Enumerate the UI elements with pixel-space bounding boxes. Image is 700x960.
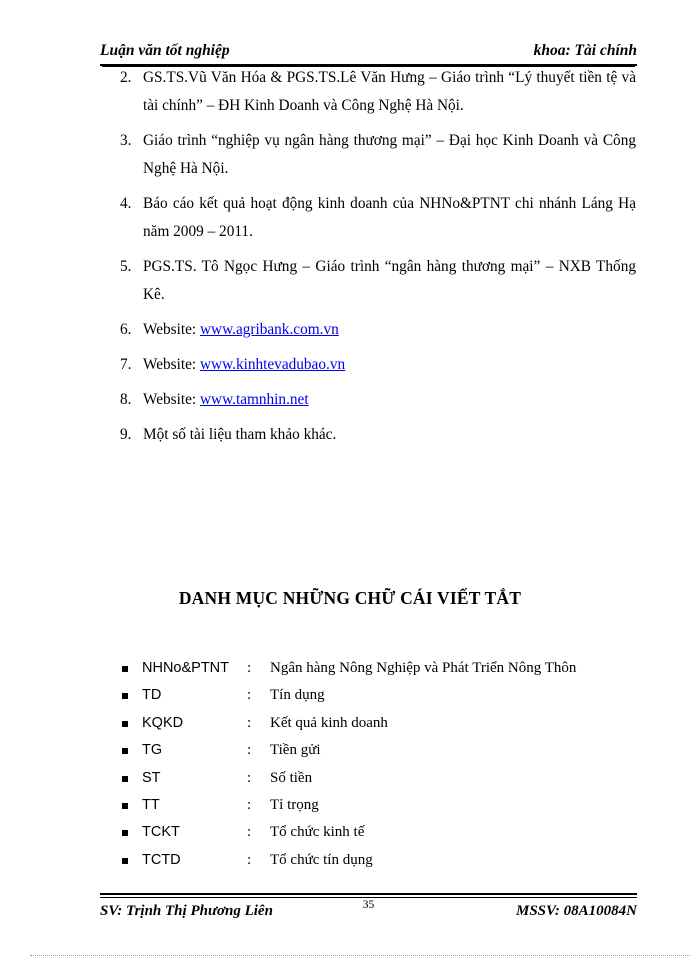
reference-item [116,421,636,449]
footer-student-name: SV: Trịnh Thị Phương Liên [100,903,273,919]
kinhtevadubao-link[interactable]: www.kinhtevadubao.vn [199,356,346,373]
square-bullet-icon [122,858,128,864]
abbreviation-item [120,824,640,851]
abbreviation-code: TCTD [142,851,181,868]
page-bottom-dotted-line [30,955,690,956]
abbreviation-meaning: Tỉ trọng [270,796,319,813]
header-faculty-label: khoa: Tài chính [533,42,637,59]
abbreviation-item [120,660,640,687]
abbreviation-meaning: Ngân hàng Nông Nghiệp và Phát Triển Nông Thôn [270,660,577,676]
reference-item [116,190,636,246]
reference-number: 3. [120,132,132,149]
abbreviation-item [120,742,640,769]
footer-divider [100,893,637,895]
abbreviation-meaning: Tín dụng [270,687,325,704]
reference-number: 7. [120,356,132,373]
agribank-link[interactable]: www.agribank.com.vn [199,321,339,338]
abbreviation-code: TD [142,687,162,704]
abbreviation-meaning: Kết quả kinh doanh [270,714,388,731]
reference-list [116,64,636,456]
reference-item [116,316,636,344]
abbreviation-code: TCKT [142,824,180,841]
abbreviation-item [120,770,640,797]
reference-item [116,127,636,183]
square-bullet-icon [122,748,128,754]
reference-prefix: Website: [143,356,200,373]
abbreviation-colon: : [247,660,252,676]
abbreviation-item [120,715,640,742]
abbreviation-colon: : [247,714,252,731]
abbreviation-code: ST [142,769,161,786]
square-bullet-icon [122,721,128,727]
abbreviation-item [120,687,640,714]
square-bullet-icon [122,803,128,809]
page-footer [100,899,637,925]
reference-item [116,386,636,414]
page-header [100,42,637,66]
reference-number: 5. [120,258,132,275]
footer-divider-thin [100,897,637,898]
abbreviation-code: TG [142,742,163,759]
header-thesis-label: Luận văn tốt nghiệp [100,42,230,59]
reference-item [116,253,636,309]
abbreviation-meaning: Tiền gửi [270,742,321,759]
abbreviation-code: TT [142,796,160,813]
square-bullet-icon [122,693,128,699]
reference-number: 4. [120,195,132,212]
abbreviation-code: KQKD [142,714,184,731]
reference-text: GS.TS.Vũ Văn Hóa & PGS.TS.Lê Văn Hưng – Giáo trình “Lý thuyết tiền tệ và tài chính” – ĐH Kinh Doanh và Công Nghệ Hà Nội. [143,69,636,114]
reference-text: Giáo trình “nghiệp vụ ngân hàng thương mại” – Đại học Kinh Doanh và Công Nghệ Hà Nội. [143,132,636,177]
abbreviation-meaning: Tổ chức tín dụng [270,851,373,868]
reference-item [116,64,636,120]
page-number: 35 [362,899,375,911]
abbreviation-colon: : [247,769,252,786]
reference-text: PGS.TS. Tô Ngọc Hưng – Giáo trình “ngân hàng thương mại” – NXB Thống Kê. [143,258,636,303]
abbreviation-list [120,660,640,879]
reference-number: 2. [120,69,132,86]
reference-prefix: Website: [143,391,200,408]
abbreviation-item [120,797,640,824]
square-bullet-icon [122,830,128,836]
tamnhin-link[interactable]: www.tamnhin.net [199,391,309,408]
square-bullet-icon [122,666,128,672]
abbreviation-colon: : [247,851,252,868]
reference-number: 6. [120,321,132,338]
abbreviation-section-title: DANH MỤC NHỮNG CHỮ CÁI VIẾT TẮT [178,588,522,608]
reference-text: Báo cáo kết quả hoạt động kinh doanh của NHNo&PTNT chi nhánh Láng Hạ năm 2009 – 2011. [143,195,636,240]
abbreviation-colon: : [247,796,252,813]
reference-number: 9. [120,426,132,443]
reference-text: Một số tài liệu tham khảo khác. [143,426,337,443]
abbreviation-code: NHNo&PTNT [142,660,230,676]
reference-item [116,351,636,379]
reference-prefix: Website: [143,321,200,338]
abbreviation-colon: : [247,742,252,759]
abbreviation-meaning: Tổ chức kinh tế [270,824,365,841]
abbreviation-item [120,852,640,879]
abbreviation-colon: : [247,824,252,841]
abbreviation-meaning: Số tiền [270,769,313,786]
abbreviation-colon: : [247,687,252,704]
square-bullet-icon [122,776,128,782]
footer-student-id: MSSV: 08A10084N [516,903,637,919]
reference-number: 8. [120,391,132,408]
